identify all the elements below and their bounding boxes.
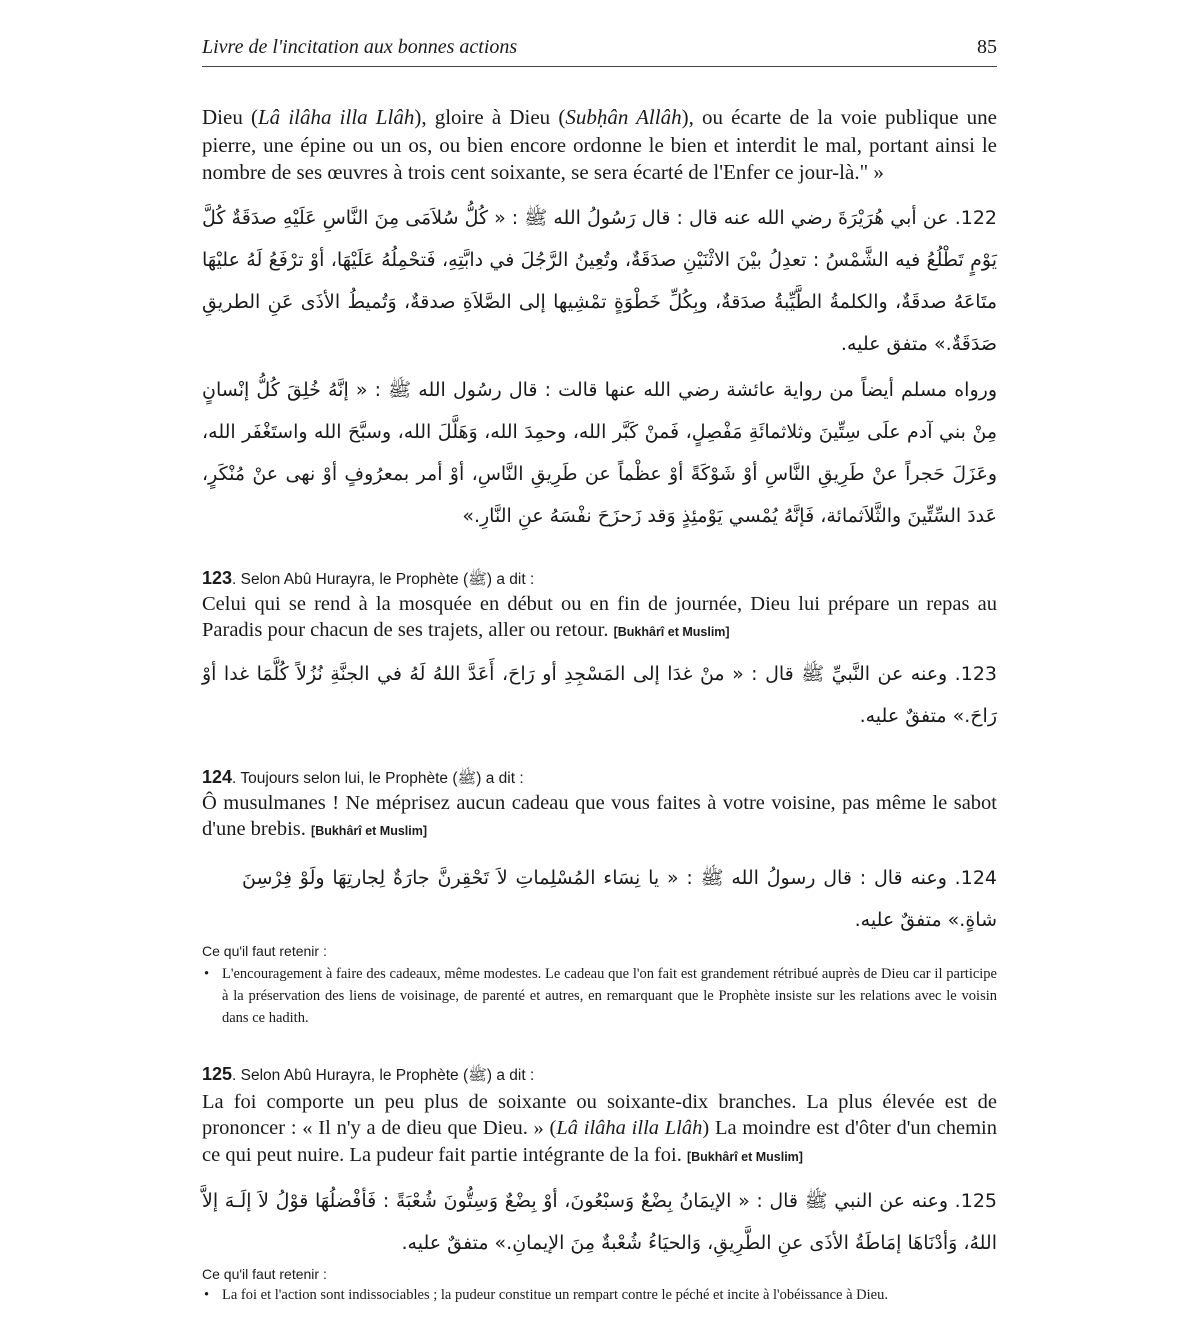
text: Ô musulmanes ! Ne méprisez aucun cadeau que vous faites à votre voisine, pas même le sabot d'une brebis. <box>202 791 997 840</box>
hadith-number: 125 <box>202 1063 233 1084</box>
page-number: 85 <box>977 36 997 58</box>
text: La foi et l'action sont indissociables ; la pudeur constitue un rempart contre le péché et incite à l'obéissance à Dieu. <box>222 1287 888 1303</box>
hadith-124-text <box>202 790 997 845</box>
source: [Bukhârî et Muslim] <box>311 824 428 838</box>
hadith-number: 124 <box>202 766 233 787</box>
text: Dieu ( <box>202 105 258 129</box>
arabic-hadith-123: 123. وعنه عن النَّبيِّ ﷺ قال : « منْ غدَا إلى المَسْجِدِ أو رَاحَ، أَعَدَّ اللهُ لَهُ في الجنَّةِ نُزُلاً كُلَّمَا غدا أوْ رَاحَ.» متفقٌ عليه. <box>202 662 997 727</box>
retain-title: Ce qu'il faut retenir : <box>202 942 327 959</box>
bullet-icon: • <box>204 1287 210 1303</box>
text: La foi comporte un peu plus de soixante ou soixante-dix branches. La plus élevée est de prononcer : « Il n'y a de dieu que Dieu. » ( <box>202 1090 997 1139</box>
hadith-123-text <box>202 591 997 646</box>
page-content <box>202 104 997 1306</box>
arabic-hadith-122: 122. عن أبي هُرَيْرَةَ رضي الله عنه قال : قال رَسُولُ الله ﷺ : « كُلُّ سُلاَمَى مِنَ النَّاسِ عَلَيْهِ صدَقَةٌ كُلَّ يَوْمٍ تَطْلُعُ فيه الشَّمْسُ : تعدِلُ بيْنَ الاثْنَيْنِ صدَقَةٌ، وتُعِينُ الرَّجُلَ في دابَّتِهِ، فَتحْمِلُهُ عَلَيْهَا، أوْ ترْفَعُ لَهُ عليْهَا متَاعَهُ صدقَةٌ، والكلمةُ الطَّيِّبةُ صدَقةٌ، وبِكُلِّ خَطْوَةٍ تمْشِيها إلى الصَّلاَةِ صدقةٌ، وَتُميطُ الأذَى عَنِ الطريقِ صَدَقَةٌ.» متفق عليه. <box>202 206 997 355</box>
arabic-hadith-122-variant: ورواه مسلم أيضاً من رواية عائشة رضي الله عنها قالت : قال رسُول الله ﷺ : « إنَّهُ خُلِقَ كُلُّ إنْسانٍ مِنْ بني آدم علَى سِتِّينَ وثلاثمائَةِ مَفْصِلٍ، فَمنْ كَبَّر الله، وحمِدَ الله، وَهَلَّلَ الله، وسبَّحَ الله واستَغْفَر الله، وعَزَلَ حَجراً عنْ طَرِيقِ النَّاسِ أوْ شَوْكَةً أوْ عظْماً عن طَرِيقِ النَّاسِ، أوْ أمر بمعرُوفٍ أوْ نهى عنْ مُنْكَرٍ، عَددَ السِّتِّينَ والثَّلاَثمائة، فَإنَّهُ يُمْسي يَوْمئِذٍ وَقد زَحزَحَ نفْسَهُ عنِ النَّارِ.» <box>202 378 997 527</box>
retain-bullet <box>202 963 997 1029</box>
text: L'encouragement à faire des cadeaux, même modestes. Le cadeau que l'on fait est grandement rétribué auprès de Dieu car il participe à la préservation des liens de voisinage, de parenté et autres, en remarquant que le Prophète insiste sur les relations avec le voisin dans ce hadith. <box>222 965 997 1026</box>
text: ) La moindre est d'ôter d'un chemin ce qui peut nuire. La pudeur fait partie intégrante de la foi. <box>202 1117 997 1166</box>
text: Celui qui se rend à la mosquée en début ou en fin de journée, Dieu lui prépare un repas au Paradis pour chacun de ses trajets, aller ou retour. <box>202 592 997 641</box>
transliteration: Subḥân Allâh <box>565 105 682 129</box>
text: ), ou écarte de la voie publique une pierre, une épine ou un os, ou bien encore ordonne le bien et interdit le mal, portant ainsi le nombre de ses œuvres à trois cent soixante, se sera écarté de l'Enfer ce jour-là." » <box>202 105 997 184</box>
transliteration: Lâ ilâha illa Llâh <box>257 105 415 129</box>
heading-text: . Toujours selon lui, le Prophète (ﷺ) a dit : <box>232 769 524 787</box>
hadith-123-heading <box>202 567 997 591</box>
retain-title: Ce qu'il faut retenir : <box>202 1266 327 1282</box>
text: ), gloire à Dieu ( <box>414 105 566 129</box>
intro-paragraph <box>202 104 997 187</box>
heading-text: . Selon Abû Hurayra, le Prophète (ﷺ) a dit : <box>232 570 535 588</box>
running-title: Livre de l'incitation aux bonnes actions <box>202 36 518 58</box>
hadith-number: 123 <box>202 567 233 588</box>
arabic-hadith-124: 124. وعنه قال : قال رسولُ الله ﷺ : « يا نِسَاء المُسْلِماتِ لاَ تَحْقِرنَّ جارَةٌ لِجارتِهَا ولَوْ فِرْسِنَ شاةٍ.» متفقٌ عليه. <box>242 866 997 931</box>
hadith-125-heading <box>202 1063 997 1087</box>
bullet-icon: • <box>204 965 210 982</box>
heading-text: . Selon Abû Hurayra, le Prophète (ﷺ) a dit : <box>232 1066 535 1084</box>
hadith-124-heading <box>202 766 997 790</box>
retain-bullet <box>202 1284 997 1306</box>
transliteration: Lâ ilâha illa Llâh <box>556 1117 703 1139</box>
source: [Bukhârî et Muslim] <box>686 1149 803 1164</box>
running-header <box>202 36 997 67</box>
arabic-hadith-125: 125. وعنه عن النبي ﷺ قال : « الإيمَانُ بِضْعٌ وَسبْعُونَ، أوْ بِضْعٌ وَسِتُّونَ شُعْبَةً : فَأفْضلُهَا قوْلُ لاَ إلَـهَ إلاَّ اللهُ، وَأدْنَاهَا إمَاطَةُ الأذَى عنِ الطَّرِيقِ، وَالحيَاءُ شُعْبةٌ مِنَ الإيمانِ.» متفقٌ عليه. <box>202 1190 997 1254</box>
hadith-125-text <box>202 1089 997 1171</box>
source: [Bukhârî et Muslim] <box>613 625 730 639</box>
